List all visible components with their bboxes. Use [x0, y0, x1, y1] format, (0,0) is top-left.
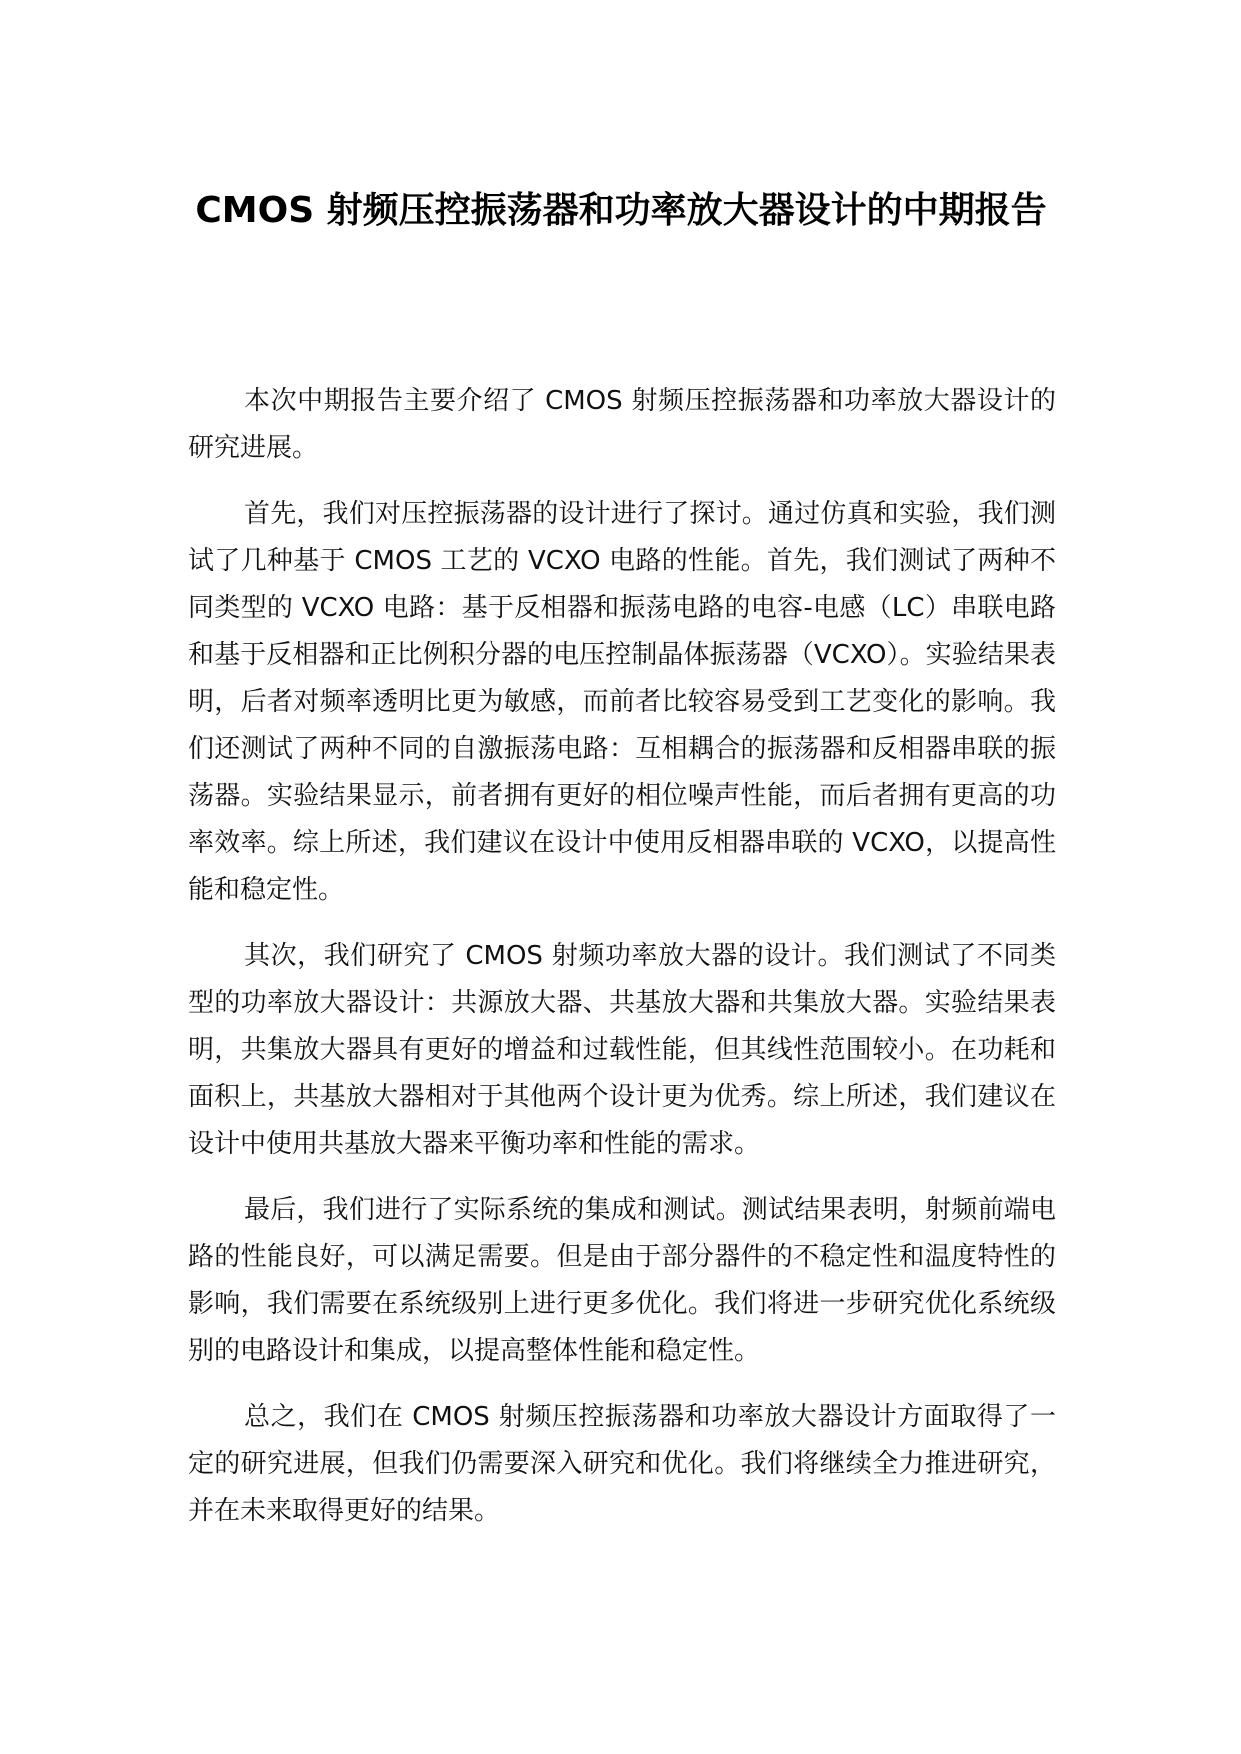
paragraph-vco: 首先，我们对压控振荡器的设计进行了探讨。通过仿真和实验，我们测试了几种基于 CMOS 工艺的 VCXO 电路的性能。首先，我们测试了两种不同类型的 VCXO 电路：基于反相器和振荡电路的电容-电感（LC）串联电路和基于反相器和正比例积分器的电压控制晶体振荡器（VCXO）。实验结果表明，后者对频率透明比更为敏感，而前者比较容易受到工艺变化的影响。我们还测试了两种不同的自激振荡电路：互相耦合的振荡器和反相器串联的振荡器。实验结果显示，前者拥有更好的相位噪声性能，而后者拥有更高的功率效率。综上所述，我们建议在设计中使用反相器串联的 VCXO，以提高性能和稳定性。	[188, 499, 1056, 905]
paragraph-pa: 其次，我们研究了 CMOS 射频功率放大器的设计。我们测试了不同类型的功率放大器设计：共源放大器、共基放大器和共集放大器。实验结果表明，共集放大器具有更好的增益和过载性能，但其线性范围较小。在功耗和面积上，共基放大器相对于其他两个设计更为优秀。综上所述，我们建议在设计中使用共基放大器来平衡功率和性能的需求。	[188, 941, 1056, 1159]
document-title: CMOS 射频压控振荡器和功率放大器设计的中期报告	[195, 190, 1047, 231]
paragraph-summary: 总之，我们在 CMOS 射频压控振荡器和功率放大器设计方面取得了一定的研究进展，但我们仍需要深入研究和优化。我们将继续全力推进研究，并在未来取得更好的结果。	[188, 1402, 1056, 1526]
document-body	[188, 378, 1056, 1554]
paragraph-intro: 本次中期报告主要介绍了 CMOS 射频压控振荡器和功率放大器设计的研究进展。	[188, 386, 1056, 463]
paragraph-integration: 最后，我们进行了实际系统的集成和测试。测试结果表明，射频前端电路的性能良好，可以满足需要。但是由于部分器件的不稳定性和温度特性的影响，我们需要在系统级别上进行更多优化。我们将进一步研究优化系统级别的电路设计和集成，以提高整体性能和稳定性。	[188, 1195, 1056, 1366]
